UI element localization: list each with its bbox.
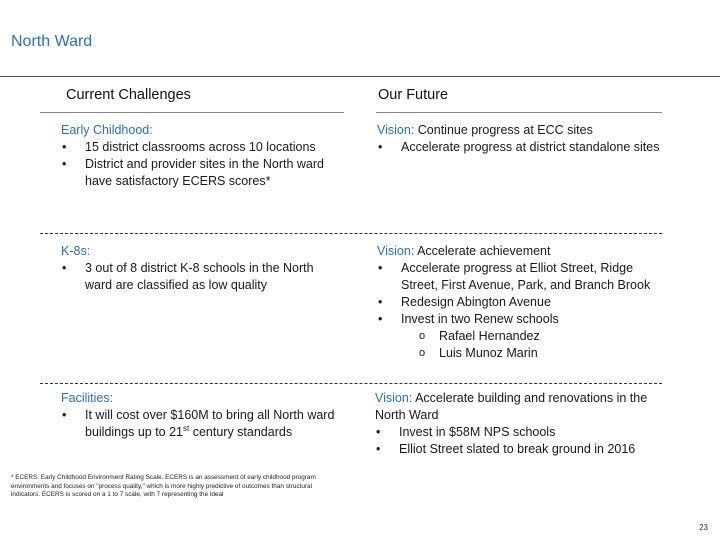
future-sub-bullet: o Rafael Hernandez <box>377 328 667 345</box>
future-bullet: • Accelerate progress at district standalone sites <box>377 139 667 156</box>
bullet-text: century standards <box>189 425 293 439</box>
challenge-bullet: • 15 district classrooms across 10 locations <box>61 139 336 156</box>
vision-label: Vision: <box>377 123 415 137</box>
challenge-bullet: • District and provider sites in the North ward have satisfactory ECERS scores* <box>61 156 336 190</box>
vision-text: Continue progress at ECC sites <box>414 123 593 137</box>
section-divider <box>40 233 662 234</box>
footnote: * ECERS: Early Childhood Environment Rating Scale. ECERS is an assessment of early childhood program environments and focuses on "process quality," which is more highly predictive of outcomes than structural indicators. ECERS is scored on a 1 to 7 scale, with 7 representing the ideal <box>11 474 316 499</box>
future-sub-bullet: o Luis Munoz Marin <box>377 345 667 362</box>
header-our-future: Our Future <box>378 87 449 103</box>
slide-title: North Ward <box>11 33 93 50</box>
challenge-k8s <box>61 243 336 294</box>
challenge-heading: K-8s: <box>61 244 91 258</box>
header-current-challenges: Current Challenges <box>66 87 191 103</box>
vision-label: Vision: <box>375 391 413 405</box>
header-underline-left <box>40 112 344 113</box>
bullet-text: It will cost over $160M to bring all North ward buildings up to 21 <box>85 408 335 439</box>
section-divider <box>40 383 662 384</box>
vision-line <box>377 122 667 139</box>
challenge-heading: Early Childhood: <box>61 123 153 137</box>
challenge-heading: Facilities: <box>61 391 114 405</box>
challenge-bullet <box>61 407 336 441</box>
future-k8s <box>377 243 667 362</box>
future-bullet: • Elliot Street slated to break ground in 2016 <box>375 441 670 458</box>
challenge-bullet: • 3 out of 8 district K-8 schools in the North ward are classified as low quality <box>61 260 336 294</box>
vision-text: Accelerate building and renovations in the North Ward <box>375 391 648 422</box>
page-number: 23 <box>699 523 708 532</box>
superscript: st <box>183 423 190 433</box>
future-bullet: • Accelerate progress at Elliot Street, Ridge Street, First Avenue, Park, and Branch Brook <box>377 260 667 294</box>
vision-text: Accelerate achievement <box>414 244 551 258</box>
future-early-childhood <box>377 122 667 156</box>
future-facilities <box>375 390 670 458</box>
vision-label: Vision: <box>377 244 415 258</box>
future-bullet: • Invest in $58M NPS schools <box>375 424 670 441</box>
vision-line <box>375 390 670 424</box>
challenge-facilities <box>61 390 336 441</box>
title-rule <box>0 76 720 77</box>
header-underline-right <box>376 112 662 113</box>
challenge-early-childhood <box>61 122 336 190</box>
vision-line <box>377 243 667 260</box>
future-bullet: • Invest in two Renew schools <box>377 311 667 328</box>
future-bullet: • Redesign Abington Avenue <box>377 294 667 311</box>
